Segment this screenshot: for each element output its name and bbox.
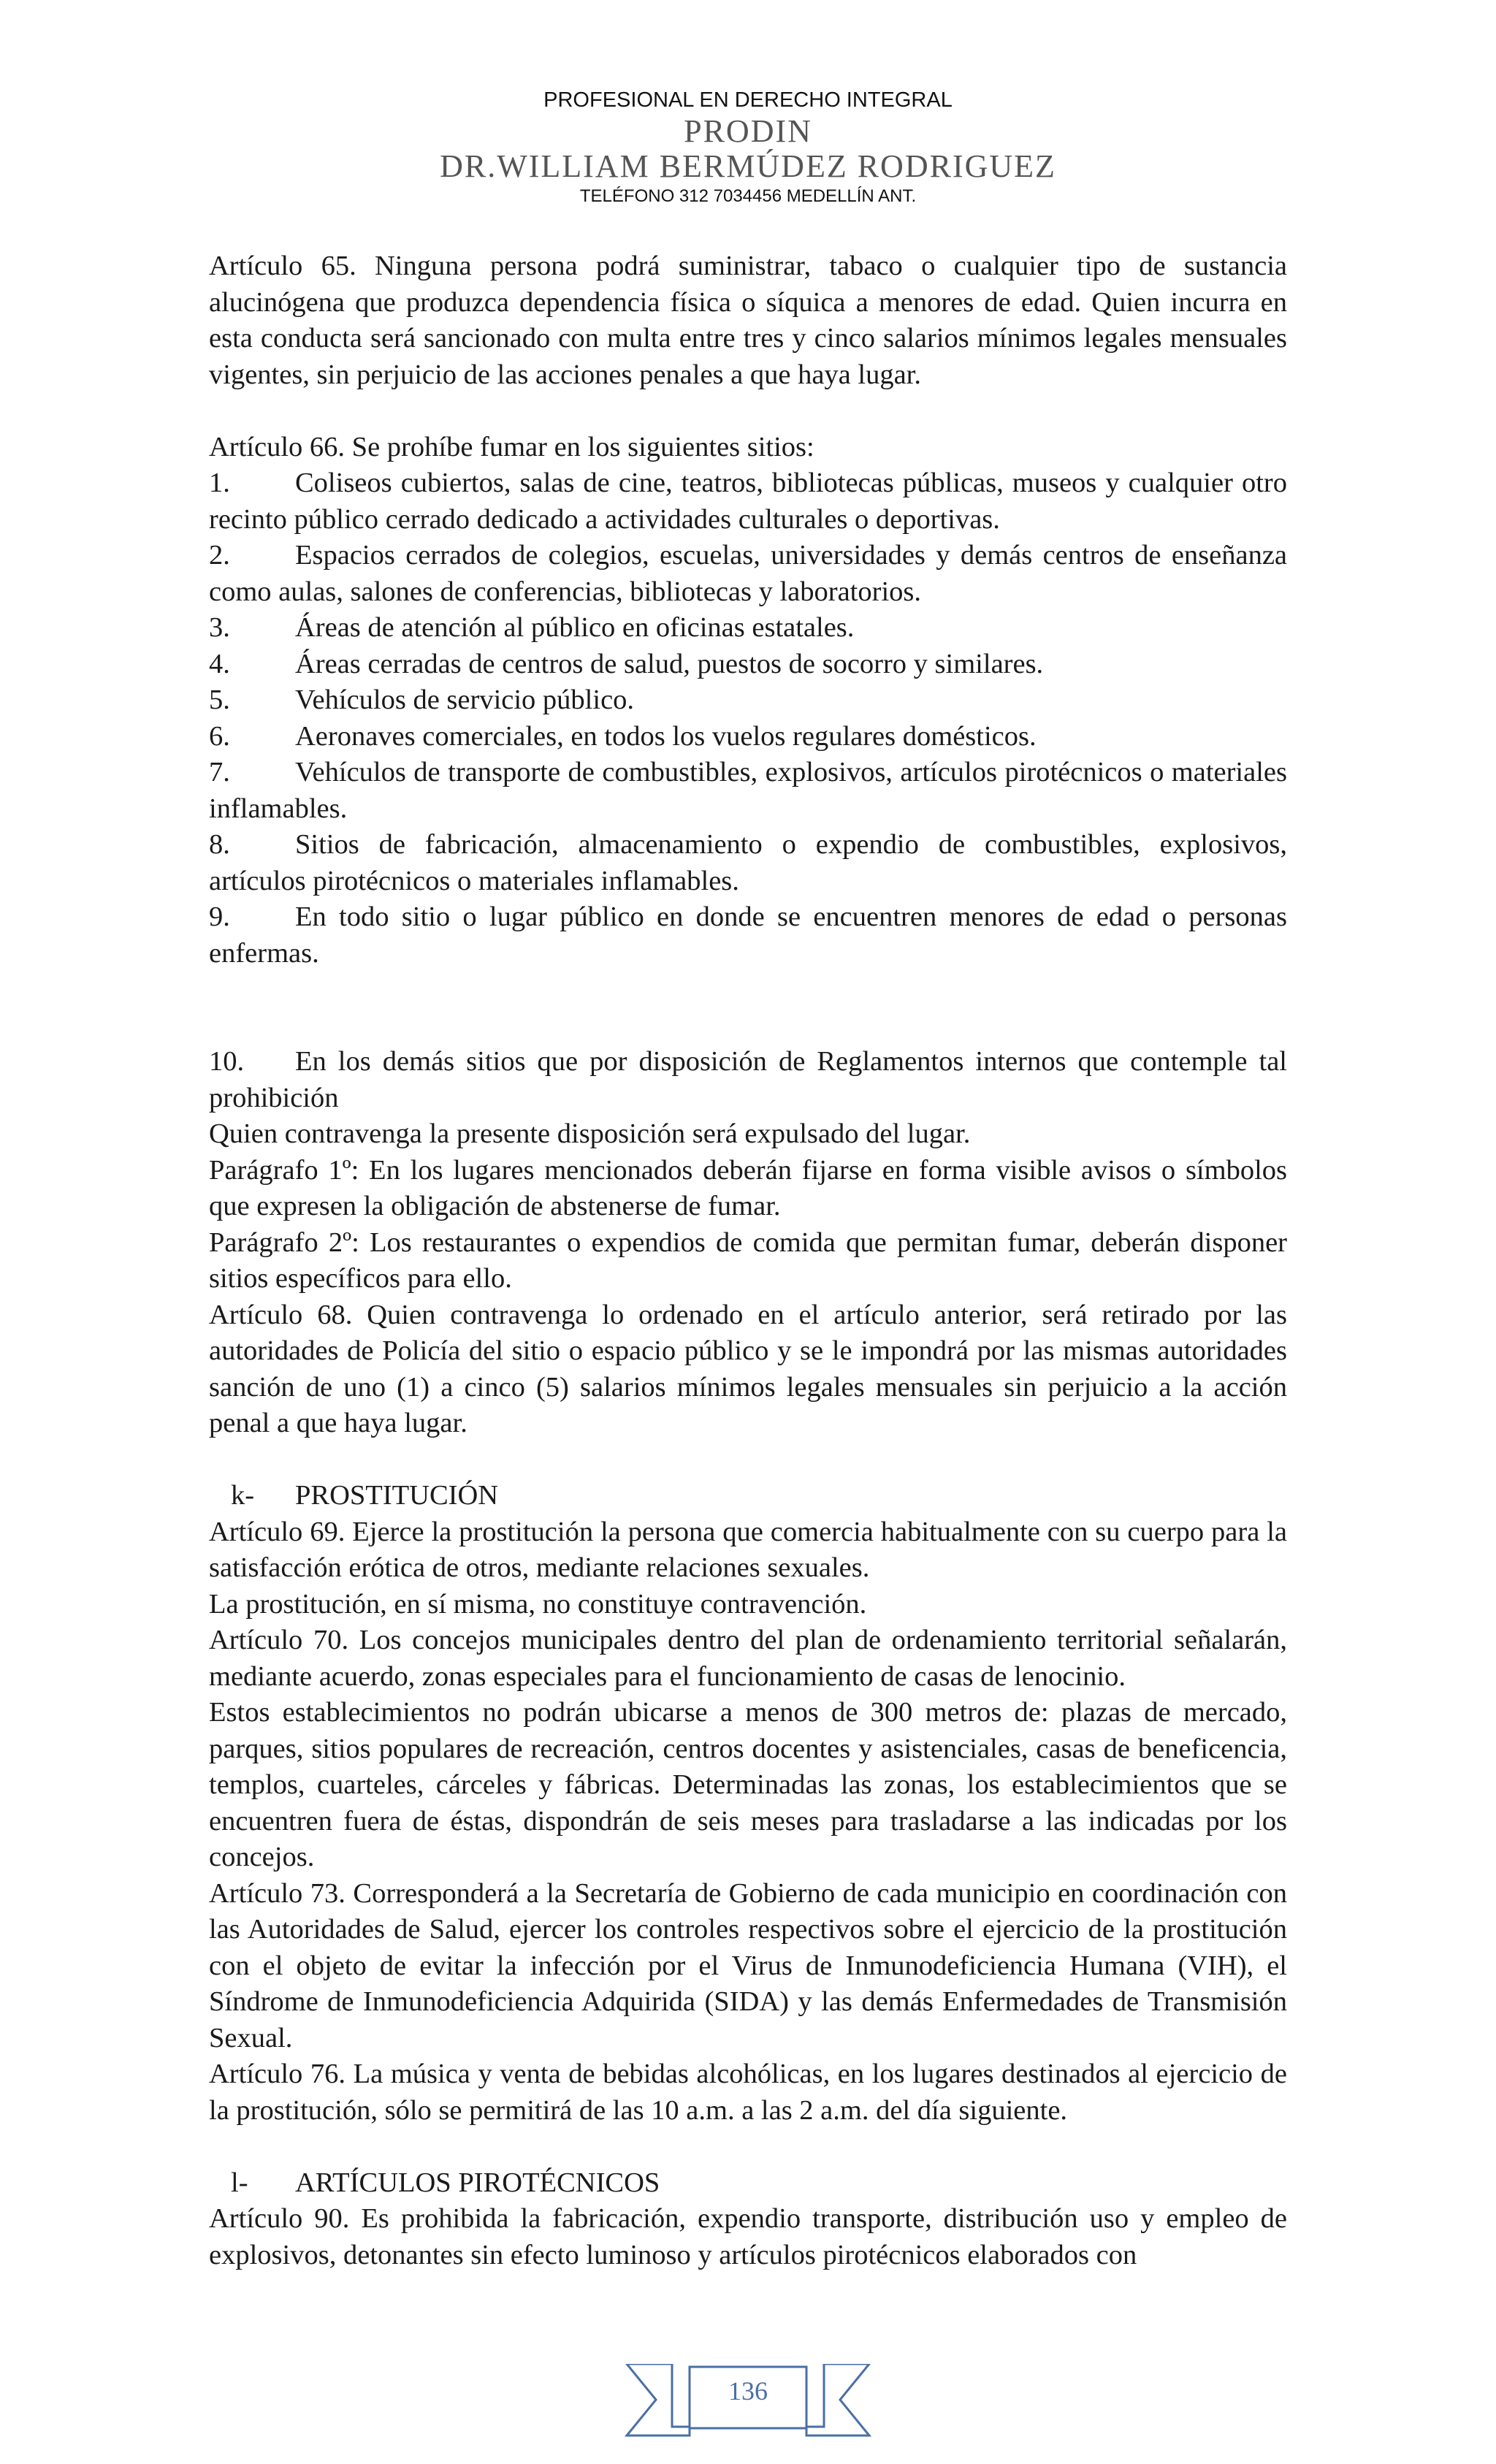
list-item: 2. Espacios cerrados de colegios, escuelas, universidades y demás centros de enseñanza como aulas, salones de conferencias, bibliotecas y laboratorios. bbox=[209, 540, 1287, 607]
article-68: Artículo 68. Quien contravenga lo ordenado en el artículo anterior, será retirado por las autoridades de Policía del sitio o espacio público y se le impondrá por las mismas autoridades sanción de uno (1) a cinco (5) salarios mínimos legales mensuales sin perjuicio a la acción penal a que haya lugar. bbox=[209, 1299, 1287, 1438]
list-item: 5. Vehículos de servicio público. bbox=[209, 684, 635, 715]
article-76: Artículo 76. La música y venta de bebidas alcohólicas, en los lugares destinados al ejercicio de la prostitución, sólo se permitirá de las 10 a.m. a las 2 a.m. del día siguiente. bbox=[209, 2059, 1287, 2126]
article-73: Artículo 73. Corresponderá a la Secretaría de Gobierno de cada municipio en coordinación con las Autoridades de Salud, ejercer los controles respectivos sobre el ejercicio de la prostitución con el objeto de evitar la infección por el Virus de Inmunodeficiencia Humana (VIH), el Síndrome de Inmunodeficiencia Adquirida (SIDA) y las demás Enfermedades de Transmisión Sexual. bbox=[209, 1877, 1287, 2053]
section-heading-prostitucion: k- PROSTITUCIÓN bbox=[231, 1480, 499, 1511]
page-number: 136 bbox=[728, 2376, 768, 2406]
article-65: Artículo 65. Ninguna persona podrá suministrar, tabaco o cualquier tipo de sustancia alucinógena que produzca dependencia física o síquica a menores de edad. Quien incurra en esta conducta será sancionado con multa entre tres y cinco salarios mínimos legales mensuales vigentes, sin perjuicio de las acciones penales a que haya lugar. bbox=[209, 251, 1287, 390]
paragraph-2: Parágrafo 2º: Los restaurantes o expendios de comida que permitan fumar, deberán disponer sitios específicos para ello. bbox=[209, 1227, 1287, 1294]
list-item: 8. Sitios de fabricación, almacenamiento o expendio de combustibles, explosivos, artículos pirotécnicos o materiales inflamables. bbox=[209, 829, 1287, 896]
expulsion-paragraph: Quien contravenga la presente disposición será expulsado del lugar. bbox=[209, 1118, 971, 1149]
header-phone: TELÉFONO 312 7034456 MEDELLÍN ANT. bbox=[579, 186, 917, 206]
establishments-paragraph: Estos establecimientos no podrán ubicarse a menos de 300 metros de: plazas de mercado, parques, sitios populares de recreación, centros docentes y asistenciales, casas de beneficencia, templos, cuarteles, cárceles y fábricas. Determinadas las zonas, los establecimientos que se encuentren fuera de éstas, dispondrán de seis meses para trasladarse a las indicadas por los concejos. bbox=[209, 1697, 1287, 1872]
document-body bbox=[209, 248, 1287, 2273]
list-item: 4. Áreas cerradas de centros de salud, puestos de socorro y similares. bbox=[209, 648, 1044, 679]
list-item: 7. Vehículos de transporte de combustibles, explosivos, artículos pirotécnicos o materiales inflamables. bbox=[209, 757, 1287, 824]
paragraph-1: Parágrafo 1º: En los lugares mencionados deberán fijarse en forma visible avisos o símbolos que expresen la obligación de abstenerse de fumar. bbox=[209, 1154, 1287, 1221]
header-author: DR.WILLIAM BERMÚDEZ RODRIGUEZ bbox=[440, 148, 1056, 184]
list-item: 10. En los demás sitios que por disposición de Reglamentos internos que contemple tal prohibición bbox=[209, 1046, 1287, 1113]
header-profession: PROFESIONAL EN DERECHO INTEGRAL bbox=[543, 88, 953, 112]
list-item: 1. Coliseos cubiertos, salas de cine, teatros, bibliotecas públicas, museos y cualquier otro recinto público cerrado dedicado a actividades culturales o deportivas. bbox=[209, 468, 1287, 535]
header-brand: PRODIN bbox=[684, 113, 812, 149]
article-70: Artículo 70. Los concejos municipales dentro del plan de ordenamiento territorial señalarán, mediante acuerdo, zonas especiales para el funcionamiento de casas de lenocinio. bbox=[209, 1625, 1287, 1692]
prostitution-paragraph: La prostitución, en sí misma, no constituye contravención. bbox=[209, 1588, 867, 1620]
list-item: 3. Áreas de atención al público en oficinas estatales. bbox=[209, 612, 855, 643]
list-item: 6. Aeronaves comerciales, en todos los vuelos regulares domésticos. bbox=[209, 720, 1037, 752]
article-69: Artículo 69. Ejerce la prostitución la persona que comercia habitualmente con su cuerpo para la satisfacción erótica de otros, mediante relaciones sexuales. bbox=[209, 1516, 1287, 1583]
list-item: 9. En todo sitio o lugar público en donde se encuentren menores de edad o personas enfermas. bbox=[209, 901, 1287, 969]
page-header bbox=[0, 86, 1496, 209]
article-90: Artículo 90. Es prohibida la fabricación, expendio transporte, distribución uso y empleo de explosivos, detonantes sin efecto luminoso y artículos pirotécnicos elaborados con bbox=[209, 2203, 1287, 2270]
section-heading-pirotecnicos: l- ARTÍCULOS PIROTÉCNICOS bbox=[231, 2167, 660, 2198]
article-66-intro: Artículo 66. Se prohíbe fumar en los siguientes sitios: bbox=[209, 431, 814, 462]
